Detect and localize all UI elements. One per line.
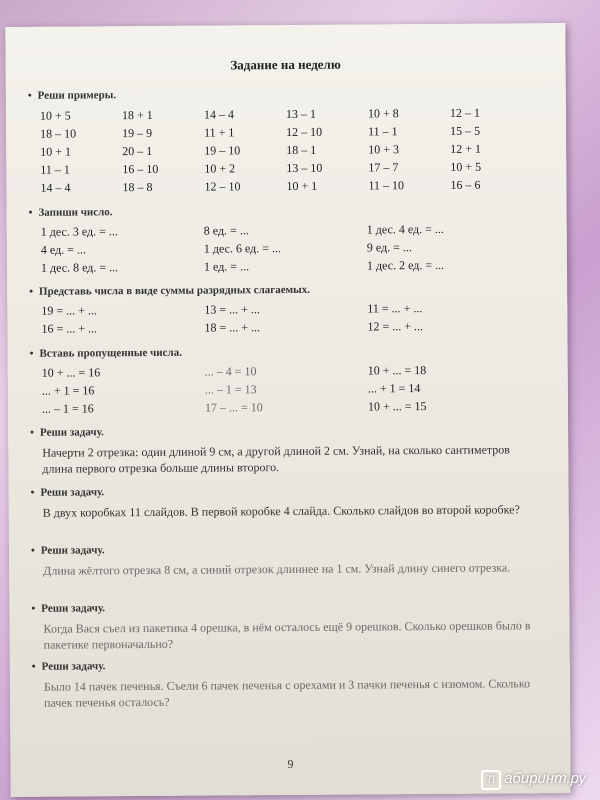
example-item: 11 – 10 xyxy=(368,178,405,193)
example-item: 20 – 1 xyxy=(122,143,153,159)
task5-heading: • Реши задачу. xyxy=(32,660,106,673)
numbers-row xyxy=(41,221,530,239)
examples-row xyxy=(40,141,532,159)
section-missing-heading: • Вставь пропущенные числа. xyxy=(30,347,182,360)
example-item: 10 + 1 xyxy=(40,144,72,159)
section-sums-heading: • Представь числа в виде суммы разрядных слагаемых. xyxy=(29,284,310,298)
labirint-logo-icon: Л xyxy=(481,770,501,790)
page-title: Задание на неделю xyxy=(230,56,341,73)
number-item: 1 ед. = ... xyxy=(203,259,250,274)
missing-item: ... – 1 = 16 xyxy=(41,401,94,416)
sum-item: 18 = ... + ... xyxy=(204,320,261,335)
section-numbers-heading: • Запиши число. xyxy=(29,206,113,219)
sum-item: 16 = ... + ... xyxy=(41,321,98,336)
example-item: 10 + 1 xyxy=(286,178,318,194)
task2-text: В двух коробках 11 слайдов. В первой коробке 4 слайда. Сколько слайдов во второй коробке? xyxy=(42,502,520,520)
number-item: 9 ед. = ... xyxy=(366,240,412,255)
sum-item: 11 = ... + ... xyxy=(367,301,423,316)
example-item: 17 – 7 xyxy=(368,160,399,175)
example-item: 16 – 10 xyxy=(122,161,159,177)
examples-row xyxy=(40,123,532,141)
task2-heading: • Реши задачу. xyxy=(31,486,105,499)
example-item: 13 – 10 xyxy=(286,160,323,176)
missing-row xyxy=(42,398,531,416)
number-item: 1 дес. 6 ед. = ... xyxy=(203,241,282,256)
example-item: 18 – 1 xyxy=(286,142,317,158)
missing-item: ... + 1 = 16 xyxy=(41,383,95,398)
example-item: 11 – 1 xyxy=(40,162,70,177)
missing-item: ... + 1 = 14 xyxy=(367,381,421,396)
example-item: 10 + 5 xyxy=(39,108,71,123)
task4-heading: • Реши задачу. xyxy=(31,602,105,615)
example-item: 12 – 10 xyxy=(286,124,323,140)
number-item: 4 ед. = ... xyxy=(40,242,86,257)
example-item: 13 – 1 xyxy=(285,106,316,122)
workbook-page xyxy=(5,23,570,797)
missing-item: 10 + ... = 18 xyxy=(367,363,427,378)
task3-heading: • Реши задачу. xyxy=(31,544,105,557)
example-item: 14 – 4 xyxy=(40,180,71,195)
missing-item: 10 + ... = 15 xyxy=(367,399,427,414)
task5-text: Было 14 пачек печенья. Съели 6 пачек печенья с орехами и 3 пачки печенья с изюмом. Сколько пачек печенья осталось? xyxy=(43,676,531,710)
task4-text: Когда Вася съел из пакетика 4 орешка, в нём осталось ещё 9 орешков. Сколько орешков было в пакетике первоначально? xyxy=(43,618,531,652)
labirint-watermark xyxy=(481,770,586,790)
number-item: 1 дес. 2 ед. = ... xyxy=(366,257,445,273)
example-item: 19 – 9 xyxy=(122,125,153,141)
sum-item: 19 = ... + ... xyxy=(41,303,97,318)
examples-row xyxy=(40,177,532,195)
example-item: 12 + 1 xyxy=(450,141,482,156)
number-item: 8 ед. = ... xyxy=(203,223,249,238)
missing-item: ... – 4 = 10 xyxy=(204,364,257,379)
example-item: 10 + 5 xyxy=(450,159,482,174)
missing-row xyxy=(42,380,531,398)
examples-row xyxy=(40,159,532,177)
watermark-text: абиринт.ру xyxy=(504,770,586,787)
number-item: 1 дес. 3 ед. = ... xyxy=(40,224,118,239)
number-item: 1 дес. 4 ед. = ... xyxy=(366,221,444,237)
example-item: 15 – 5 xyxy=(450,123,481,138)
sums-row xyxy=(41,318,530,336)
page-number: 9 xyxy=(287,756,294,772)
example-item: 10 + 2 xyxy=(204,161,236,176)
example-item: 19 – 10 xyxy=(204,143,241,158)
sum-item: 13 = ... + ... xyxy=(204,302,260,317)
example-item: 10 + 8 xyxy=(367,106,399,121)
sum-item: 12 = ... + ... xyxy=(367,319,424,334)
number-item: 1 дес. 8 ед. = ... xyxy=(40,260,119,275)
example-item: 12 – 1 xyxy=(449,105,480,120)
numbers-row xyxy=(41,257,530,275)
numbers-row xyxy=(41,239,530,257)
example-item: 16 – 6 xyxy=(450,177,481,192)
example-item: 18 – 10 xyxy=(40,126,77,141)
task1-heading: • Реши задачу. xyxy=(30,426,104,439)
example-item: 18 + 1 xyxy=(121,107,153,123)
task1-text: Начерти 2 отрезка: один длиной 9 см, а другой длиной 2 см. Узнай, на сколько сантиметров длина первого отрезка больше длины второго. xyxy=(42,442,510,476)
example-item: 10 + 3 xyxy=(368,142,400,157)
example-item: 11 – 1 xyxy=(368,124,398,139)
task3-text: Длина жёлтого отрезка 8 см, а синий отрезок длиннее на 1 см. Узнай длину синего отрезка. xyxy=(43,560,511,578)
missing-item: ... – 1 = 13 xyxy=(204,382,257,397)
examples-row xyxy=(40,105,532,123)
missing-item: 17 – ... = 10 xyxy=(204,400,263,415)
example-item: 18 – 8 xyxy=(122,179,153,195)
sums-row xyxy=(41,300,530,318)
section-examples-heading: • Реши примеры. xyxy=(28,89,116,102)
missing-item: 10 + ... = 16 xyxy=(41,365,101,380)
example-item: 14 – 4 xyxy=(203,107,234,122)
example-item: 12 – 10 xyxy=(204,179,241,194)
missing-row xyxy=(42,362,531,380)
example-item: 11 + 1 xyxy=(204,125,235,140)
